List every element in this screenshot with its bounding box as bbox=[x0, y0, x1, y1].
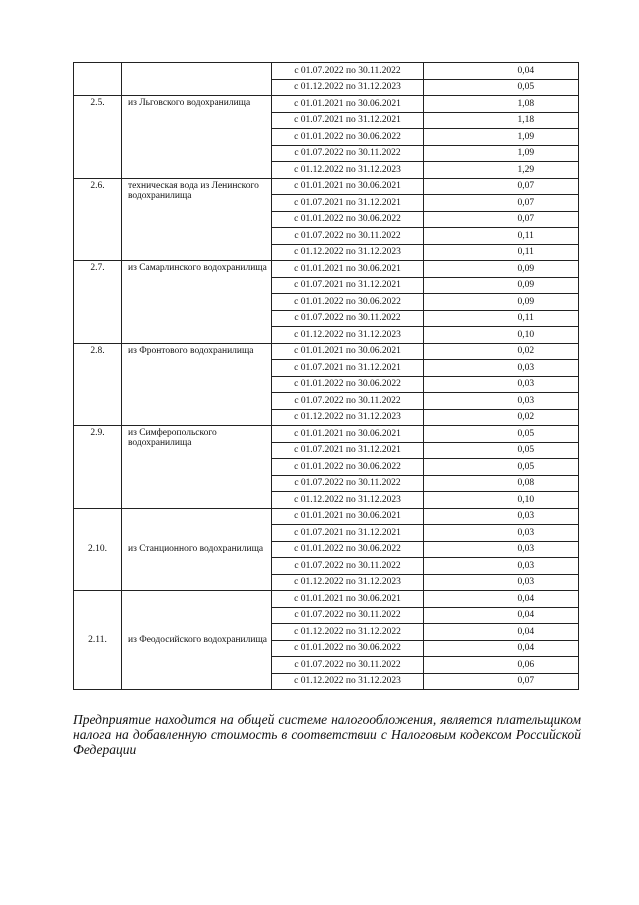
value-cell: 0,04 bbox=[474, 640, 579, 657]
value-cell: 1,29 bbox=[474, 162, 579, 179]
value-cell: 0,05 bbox=[474, 459, 579, 476]
empty-cell bbox=[424, 228, 474, 245]
value-cell: 0,06 bbox=[474, 657, 579, 674]
empty-cell bbox=[424, 244, 474, 261]
period-cell: с 01.07.2022 по 30.11.2022 bbox=[272, 475, 424, 492]
period-cell: с 01.01.2022 по 30.06.2022 bbox=[272, 129, 424, 146]
empty-cell bbox=[424, 96, 474, 113]
value-cell: 0,05 bbox=[474, 442, 579, 459]
value-cell: 0,03 bbox=[474, 525, 579, 542]
period-cell: с 01.07.2022 по 30.11.2022 bbox=[272, 393, 424, 410]
empty-cell bbox=[424, 574, 474, 591]
value-cell: 0,04 bbox=[474, 591, 579, 608]
value-cell: 1,09 bbox=[474, 145, 579, 162]
period-cell: с 01.12.2022 по 31.12.2022 bbox=[272, 624, 424, 641]
value-cell: 0,11 bbox=[474, 310, 579, 327]
empty-cell bbox=[424, 294, 474, 311]
value-cell: 0,09 bbox=[474, 261, 579, 278]
value-cell: 1,08 bbox=[474, 96, 579, 113]
period-cell: с 01.07.2021 по 31.12.2021 bbox=[272, 277, 424, 294]
period-cell: с 01.07.2022 по 30.11.2022 bbox=[272, 310, 424, 327]
value-cell: 0,04 bbox=[474, 607, 579, 624]
row-name-cell: из Самарлинского водохранилища bbox=[122, 261, 272, 344]
value-cell: 0,11 bbox=[474, 244, 579, 261]
row-number-cell: 2.7. bbox=[74, 261, 122, 344]
tax-note: Предприятие находится на общей системе налогообложения, является плательщиком налога на добавленную стоимость в соответствии с Налоговым кодексом Российской Федерации bbox=[73, 712, 581, 757]
row-name-cell bbox=[122, 63, 272, 96]
value-cell: 0,03 bbox=[474, 541, 579, 558]
period-cell: с 01.12.2022 по 31.12.2023 bbox=[272, 492, 424, 509]
value-cell: 0,08 bbox=[474, 475, 579, 492]
value-cell: 0,04 bbox=[474, 63, 579, 80]
period-cell: с 01.12.2022 по 31.12.2023 bbox=[272, 244, 424, 261]
value-cell: 0,03 bbox=[474, 393, 579, 410]
period-cell: с 01.01.2022 по 30.06.2022 bbox=[272, 211, 424, 228]
empty-cell bbox=[424, 112, 474, 129]
empty-cell bbox=[424, 541, 474, 558]
period-cell: с 01.01.2022 по 30.06.2022 bbox=[272, 459, 424, 476]
period-cell: с 01.12.2022 по 31.12.2023 bbox=[272, 79, 424, 96]
value-cell: 0,02 bbox=[474, 343, 579, 360]
row-number-cell: 2.6. bbox=[74, 178, 122, 261]
empty-cell bbox=[424, 178, 474, 195]
empty-cell bbox=[424, 475, 474, 492]
empty-cell bbox=[424, 591, 474, 608]
value-cell: 0,02 bbox=[474, 409, 579, 426]
value-cell: 0,03 bbox=[474, 508, 579, 525]
period-cell: с 01.01.2022 по 30.06.2022 bbox=[272, 640, 424, 657]
period-cell: с 01.07.2021 по 31.12.2021 bbox=[272, 112, 424, 129]
row-number-cell bbox=[74, 63, 122, 96]
period-cell: с 01.01.2021 по 30.06.2021 bbox=[272, 508, 424, 525]
table-row bbox=[74, 591, 579, 608]
empty-cell bbox=[424, 673, 474, 690]
value-cell: 0,03 bbox=[474, 558, 579, 575]
table-row bbox=[74, 178, 579, 195]
empty-cell bbox=[424, 525, 474, 542]
row-name-cell: из Симферопольского водохранилища bbox=[122, 426, 272, 509]
period-cell: с 01.01.2022 по 30.06.2022 bbox=[272, 294, 424, 311]
table-row bbox=[74, 261, 579, 278]
value-cell: 0,09 bbox=[474, 294, 579, 311]
period-cell: с 01.07.2022 по 30.11.2022 bbox=[272, 558, 424, 575]
empty-cell bbox=[424, 640, 474, 657]
empty-cell bbox=[424, 327, 474, 344]
empty-cell bbox=[424, 343, 474, 360]
empty-cell bbox=[424, 129, 474, 146]
period-cell: с 01.07.2021 по 31.12.2021 bbox=[272, 442, 424, 459]
table-row bbox=[74, 426, 579, 443]
value-cell: 0,05 bbox=[474, 79, 579, 96]
value-cell: 0,09 bbox=[474, 277, 579, 294]
period-cell: с 01.12.2022 по 31.12.2023 bbox=[272, 574, 424, 591]
row-number-cell: 2.10. bbox=[74, 508, 122, 591]
row-name-cell: из Льговского водохранилища bbox=[122, 96, 272, 179]
empty-cell bbox=[424, 657, 474, 674]
period-cell: с 01.07.2022 по 30.11.2022 bbox=[272, 63, 424, 80]
empty-cell bbox=[424, 624, 474, 641]
tariff-table bbox=[73, 62, 579, 690]
value-cell: 0,03 bbox=[474, 376, 579, 393]
empty-cell bbox=[424, 195, 474, 212]
period-cell: с 01.07.2022 по 30.11.2022 bbox=[272, 228, 424, 245]
empty-cell bbox=[424, 558, 474, 575]
value-cell: 0,10 bbox=[474, 327, 579, 344]
row-name-cell: техническая вода из Ленинского водохранилища bbox=[122, 178, 272, 261]
period-cell: с 01.12.2022 по 31.12.2023 bbox=[272, 327, 424, 344]
table-row bbox=[74, 96, 579, 113]
period-cell: с 01.12.2022 по 31.12.2023 bbox=[272, 409, 424, 426]
row-number-cell: 2.5. bbox=[74, 96, 122, 179]
row-name-cell: из Станционного водохранилища bbox=[122, 508, 272, 591]
value-cell: 0,07 bbox=[474, 195, 579, 212]
empty-cell bbox=[424, 393, 474, 410]
empty-cell bbox=[424, 607, 474, 624]
empty-cell bbox=[424, 459, 474, 476]
value-cell: 0,11 bbox=[474, 228, 579, 245]
value-cell: 0,03 bbox=[474, 574, 579, 591]
empty-cell bbox=[424, 211, 474, 228]
empty-cell bbox=[424, 409, 474, 426]
period-cell: с 01.01.2022 по 30.06.2022 bbox=[272, 541, 424, 558]
empty-cell bbox=[424, 79, 474, 96]
value-cell: 0,03 bbox=[474, 360, 579, 377]
empty-cell bbox=[424, 261, 474, 278]
period-cell: с 01.01.2022 по 30.06.2022 bbox=[272, 376, 424, 393]
value-cell: 0,04 bbox=[474, 624, 579, 641]
table-row bbox=[74, 508, 579, 525]
row-name-cell: из Феодосийского водохранилища bbox=[122, 591, 272, 690]
period-cell: с 01.01.2021 по 30.06.2021 bbox=[272, 591, 424, 608]
value-cell: 0,07 bbox=[474, 673, 579, 690]
period-cell: с 01.07.2021 по 31.12.2021 bbox=[272, 195, 424, 212]
period-cell: с 01.01.2021 по 30.06.2021 bbox=[272, 426, 424, 443]
row-name-cell: из Фронтового водохранилища bbox=[122, 343, 272, 426]
value-cell: 0,10 bbox=[474, 492, 579, 509]
row-number-cell: 2.11. bbox=[74, 591, 122, 690]
empty-cell bbox=[424, 145, 474, 162]
empty-cell bbox=[424, 508, 474, 525]
period-cell: с 01.12.2022 по 31.12.2023 bbox=[272, 162, 424, 179]
period-cell: с 01.01.2021 по 30.06.2021 bbox=[272, 178, 424, 195]
value-cell: 0,05 bbox=[474, 426, 579, 443]
empty-cell bbox=[424, 426, 474, 443]
empty-cell bbox=[424, 310, 474, 327]
period-cell: с 01.01.2021 по 30.06.2021 bbox=[272, 96, 424, 113]
period-cell: с 01.07.2021 по 31.12.2021 bbox=[272, 525, 424, 542]
period-cell: с 01.07.2021 по 31.12.2021 bbox=[272, 360, 424, 377]
empty-cell bbox=[424, 162, 474, 179]
value-cell: 1,09 bbox=[474, 129, 579, 146]
empty-cell bbox=[424, 277, 474, 294]
period-cell: с 01.12.2022 по 31.12.2023 bbox=[272, 673, 424, 690]
table-row bbox=[74, 343, 579, 360]
empty-cell bbox=[424, 376, 474, 393]
value-cell: 1,18 bbox=[474, 112, 579, 129]
value-cell: 0,07 bbox=[474, 211, 579, 228]
empty-cell bbox=[424, 492, 474, 509]
table-row bbox=[74, 63, 579, 80]
row-number-cell: 2.9. bbox=[74, 426, 122, 509]
period-cell: с 01.01.2021 по 30.06.2021 bbox=[272, 261, 424, 278]
period-cell: с 01.07.2022 по 30.11.2022 bbox=[272, 607, 424, 624]
empty-cell bbox=[424, 442, 474, 459]
empty-cell bbox=[424, 360, 474, 377]
empty-cell bbox=[424, 63, 474, 80]
period-cell: с 01.01.2021 по 30.06.2021 bbox=[272, 343, 424, 360]
period-cell: с 01.07.2022 по 30.11.2022 bbox=[272, 145, 424, 162]
row-number-cell: 2.8. bbox=[74, 343, 122, 426]
period-cell: с 01.07.2022 по 30.11.2022 bbox=[272, 657, 424, 674]
value-cell: 0,07 bbox=[474, 178, 579, 195]
